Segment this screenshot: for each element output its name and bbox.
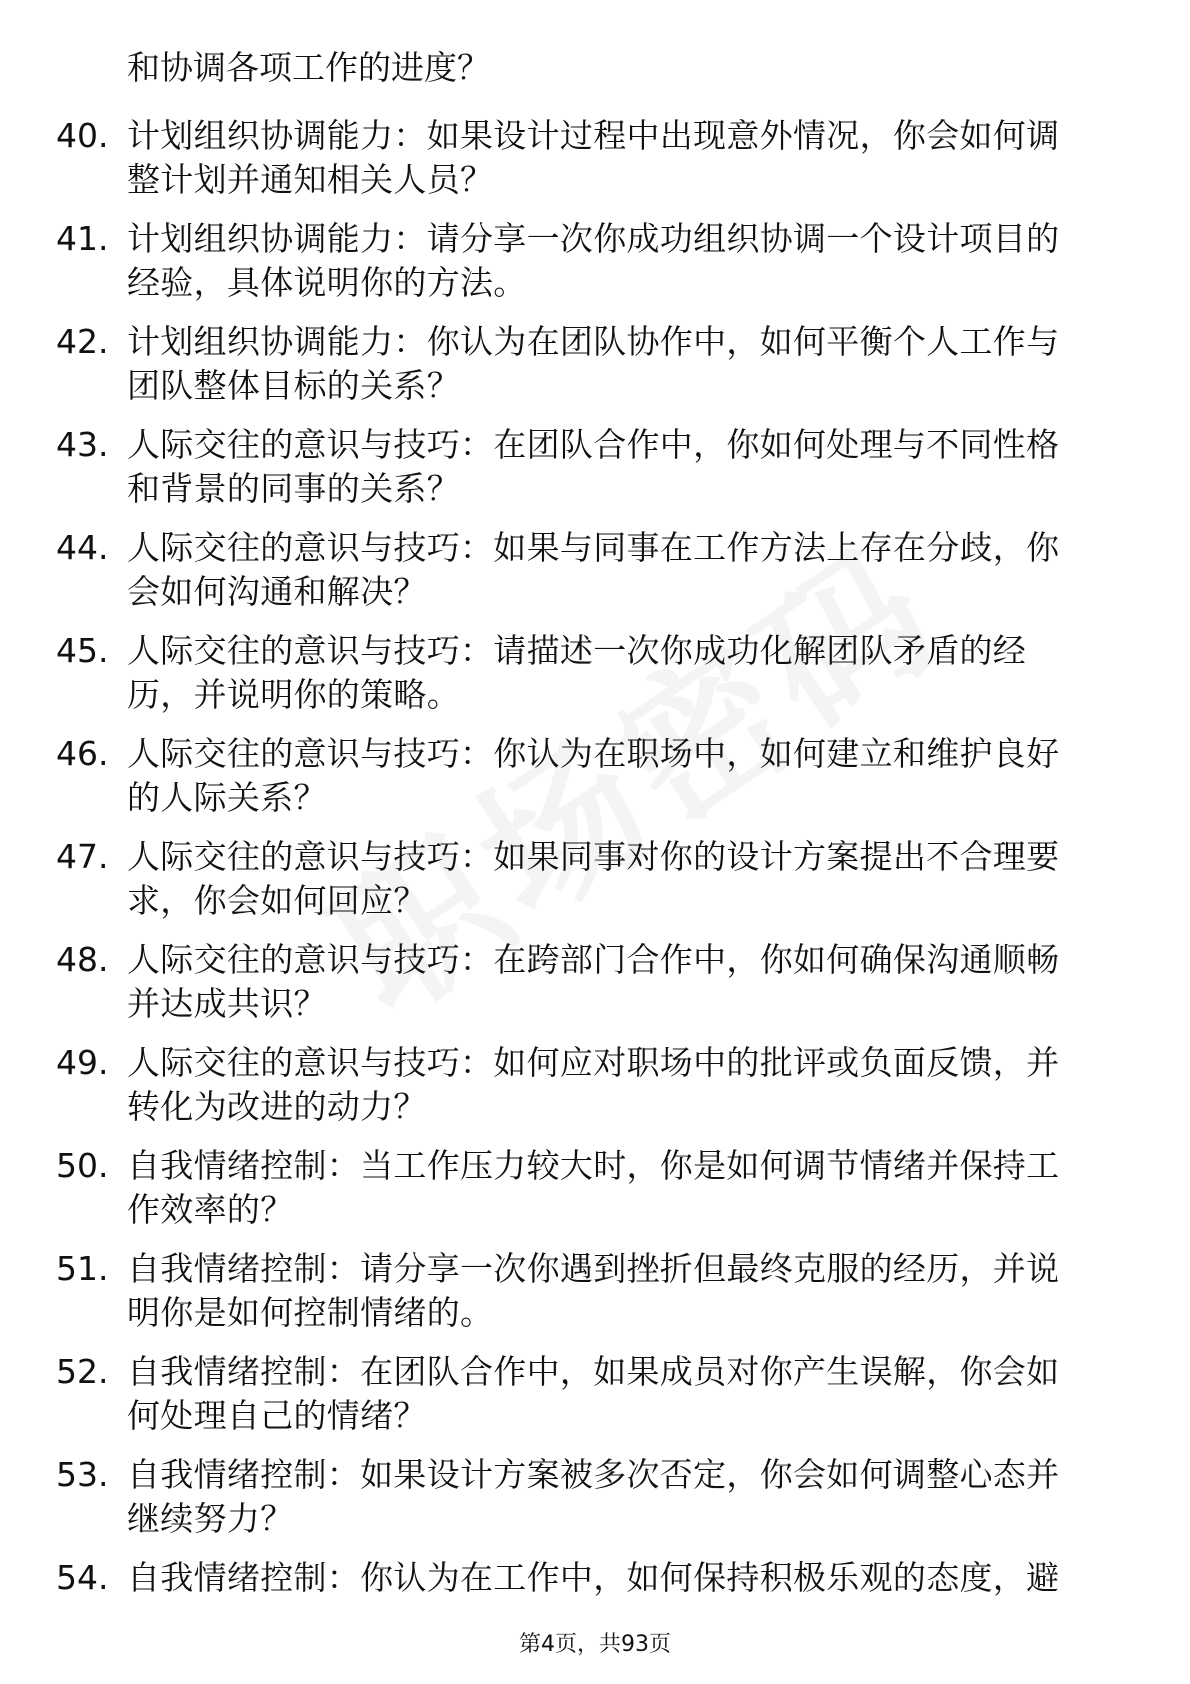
item-text-line: 人际交往的意识与技巧：请描述一次你成功化解团队矛盾的经 [127,631,1027,670]
item-text-line: 人际交往的意识与技巧：如何应对职场中的批评或负面反馈，并 [127,1043,1060,1082]
item-text-line: 人际交往的意识与技巧：在团队合作中，你如何处理与不同性格 [127,425,1060,464]
item-text-line: 人际交往的意识与技巧：如果同事对你的设计方案提出不合理要 [127,837,1060,876]
item-text [127,732,1117,820]
list-item [0,833,1190,936]
item-text-line: 求，你会如何回应？ [127,881,427,920]
list-item [0,421,1190,524]
list-item [0,627,1190,730]
list-item [0,1039,1190,1142]
item-number: 50. [56,1146,109,1185]
list-item [0,1348,1190,1451]
item-text-line: 历，并说明你的策略。 [127,675,460,714]
item-number: 42. [56,322,109,361]
item-text-line: 团队整体目标的关系？ [127,366,460,405]
item-number: 47. [56,837,109,876]
item-text-line: 何处理自己的情绪？ [127,1396,427,1435]
item-number: 51. [56,1249,109,1288]
item-text [127,1453,1117,1541]
item-text-line: 并达成共识？ [127,984,327,1023]
list-item [0,1142,1190,1245]
item-text [127,114,1117,202]
item-text-line: 自我情绪控制：在团队合作中，如果成员对你产生误解，你会如 [127,1352,1060,1391]
item-text-line: 人际交往的意识与技巧：你认为在职场中，如何建立和维护良好 [127,734,1060,773]
item-text [127,938,1117,1026]
item-text [127,835,1117,923]
list-item [0,1451,1190,1554]
item-text-line: 人际交往的意识与技巧：如果与同事在工作方法上存在分歧，你 [127,528,1060,567]
item-number: 48. [56,940,109,979]
item-text [127,320,1117,408]
item-text-line: 经验，具体说明你的方法。 [127,263,527,302]
list-item [0,215,1190,318]
item-text [127,217,1117,305]
item-text-line: 自我情绪控制：你认为在工作中，如何保持积极乐观的态度，避 [127,1558,1060,1597]
list-item [0,936,1190,1039]
item-text-line: 自我情绪控制：当工作压力较大时，你是如何调节情绪并保持工 [127,1146,1060,1185]
item-text-line: 继续努力？ [127,1499,294,1538]
item-number: 53. [56,1455,109,1494]
item-number: 49. [56,1043,109,1082]
list-item [0,524,1190,627]
item-text-line: 转化为改进的动力？ [127,1087,427,1126]
item-text [127,1041,1117,1129]
list-item [0,730,1190,833]
item-number: 44. [56,528,109,567]
item-text-line: 和背景的同事的关系？ [127,469,460,508]
item-text-line: 计划组织协调能力：如果设计过程中出现意外情况，你会如何调 [127,116,1060,155]
item-number: 40. [56,116,109,155]
item-number: 45. [56,631,109,670]
item-number: 41. [56,219,109,258]
item-text-line: 人际交往的意识与技巧：在跨部门合作中，你如何确保沟通顺畅 [127,940,1060,979]
item-text-line: 的人际关系？ [127,778,327,817]
item-text [127,1556,1117,1600]
question-list [0,112,1190,1657]
item-text-line: 自我情绪控制：请分享一次你遇到挫折但最终克服的经历，并说 [127,1249,1060,1288]
item-text [127,1144,1117,1232]
item-text-line: 自我情绪控制：如果设计方案被多次否定，你会如何调整心态并 [127,1455,1060,1494]
item-text [127,1247,1117,1335]
item-number: 46. [56,734,109,773]
continued-line: 和协调各项工作的进度？ [127,48,490,87]
list-item [0,318,1190,421]
item-text-line: 计划组织协调能力：请分享一次你成功组织协调一个设计项目的 [127,219,1060,258]
item-text [127,1350,1117,1438]
item-number: 54. [56,1558,109,1597]
item-number: 52. [56,1352,109,1391]
list-item [0,1245,1190,1348]
item-text [127,526,1117,614]
item-number: 43. [56,425,109,464]
item-text-line: 整计划并通知相关人员？ [127,160,494,199]
item-text-line: 作效率的？ [127,1190,294,1229]
item-text [127,629,1117,717]
item-text-line: 明你是如何控制情绪的。 [127,1293,494,1332]
item-text [127,423,1117,511]
list-item [0,112,1190,215]
item-text-line: 会如何沟通和解决？ [127,572,427,611]
item-text-line: 计划组织协调能力：你认为在团队协作中，如何平衡个人工作与 [127,322,1060,361]
page-footer: 第4页，共93页 [519,1632,671,1657]
